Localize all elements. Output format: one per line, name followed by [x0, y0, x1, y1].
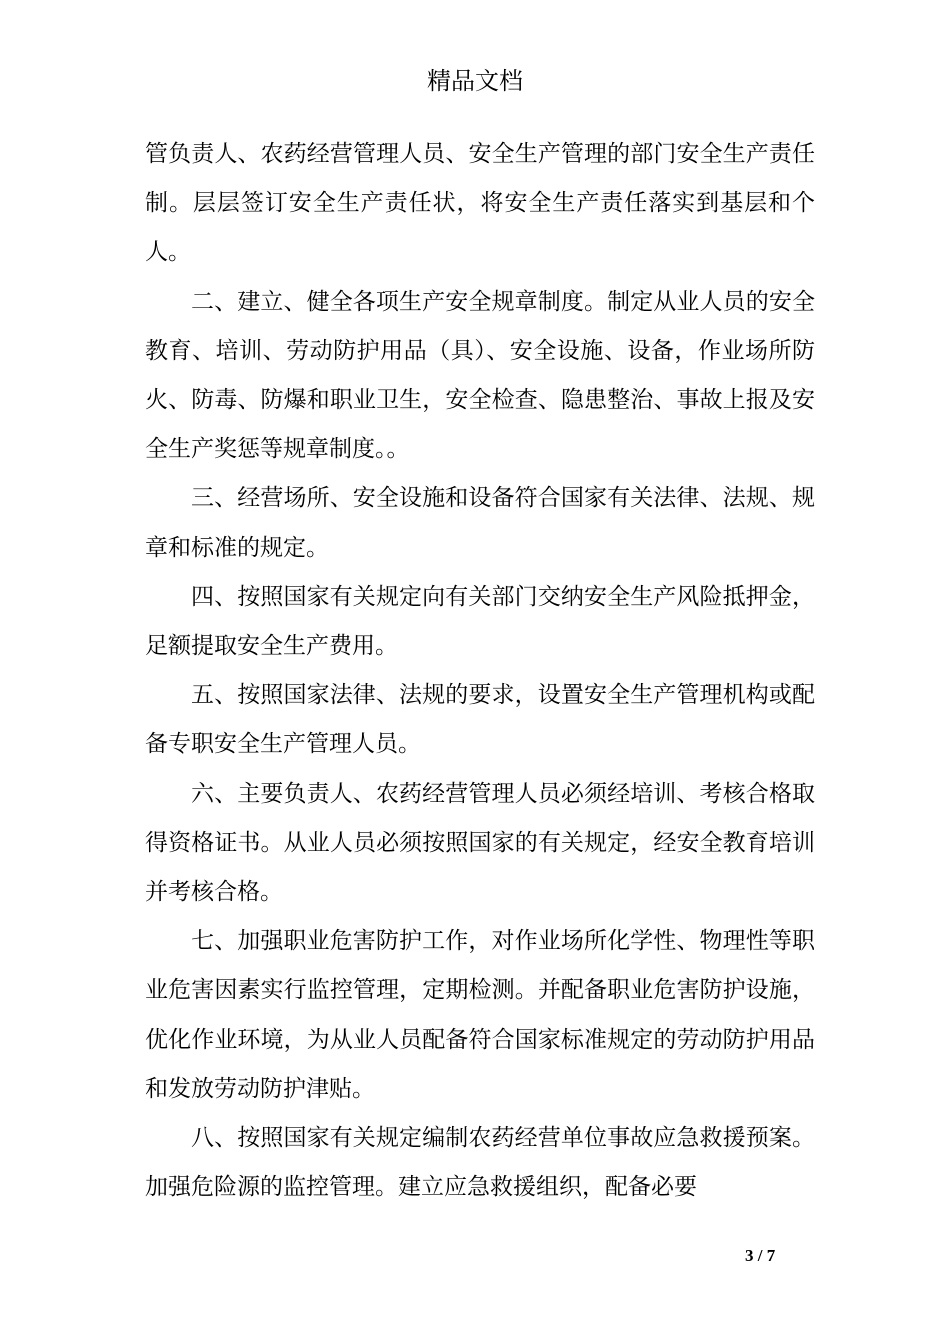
paragraph-5: 五、按照国家法律、法规的要求，设置安全生产管理机构或配备专职安全生产管理人员。 [145, 682, 815, 758]
paragraph-6: 六、主要负责人、农药经营管理人员必须经培训、考核合格取得资格证书。从业人员必须按照国家的有关规定，经安全教育培训并考核合格。 [145, 780, 815, 906]
paragraph-1: 管负责人、农药经营管理人员、安全生产管理的部门安全生产责任制。层层签订安全生产责任状，将安全生产责任落实到基层和个人。 [145, 141, 815, 266]
paragraph-2: 二、建立、健全各项生产安全规章制度。制定从业人员的安全教育、培训、劳动防护用品（具）、安全设施、设备，作业场所防火、防毒、防爆和职业卫生，安全检查、隐患整治、事故上报及安全生产奖惩等规章制度。。 [145, 288, 815, 463]
paragraph-8: 八、按照国家有关规定编制农药经营单位事故应急救援预案。加强危险源的监控管理。建立应急救援组织，配备必要 [145, 1125, 815, 1201]
page-header-title: 精品文档 [427, 67, 523, 95]
page-number: 3 / 7 [745, 1246, 776, 1265]
paragraph-4: 四、按照国家有关规定向有关部门交纳安全生产风险抵押金，足额提取安全生产费用。 [145, 583, 815, 660]
paragraph-7: 七、加强职业危害防护工作，对作业场所化学性、物理性等职业危害因素实行监控管理，定期检测。并配备职业危害防护设施，优化作业环境，为从业人员配备符合国家标准规定的劳动防护用品和发放劳动防护津贴。 [145, 928, 815, 1102]
paragraph-3: 三、经营场所、安全设施和设备符合国家有关法律、法规、规章和标准的规定。 [145, 485, 815, 561]
document-body [145, 130, 815, 1212]
